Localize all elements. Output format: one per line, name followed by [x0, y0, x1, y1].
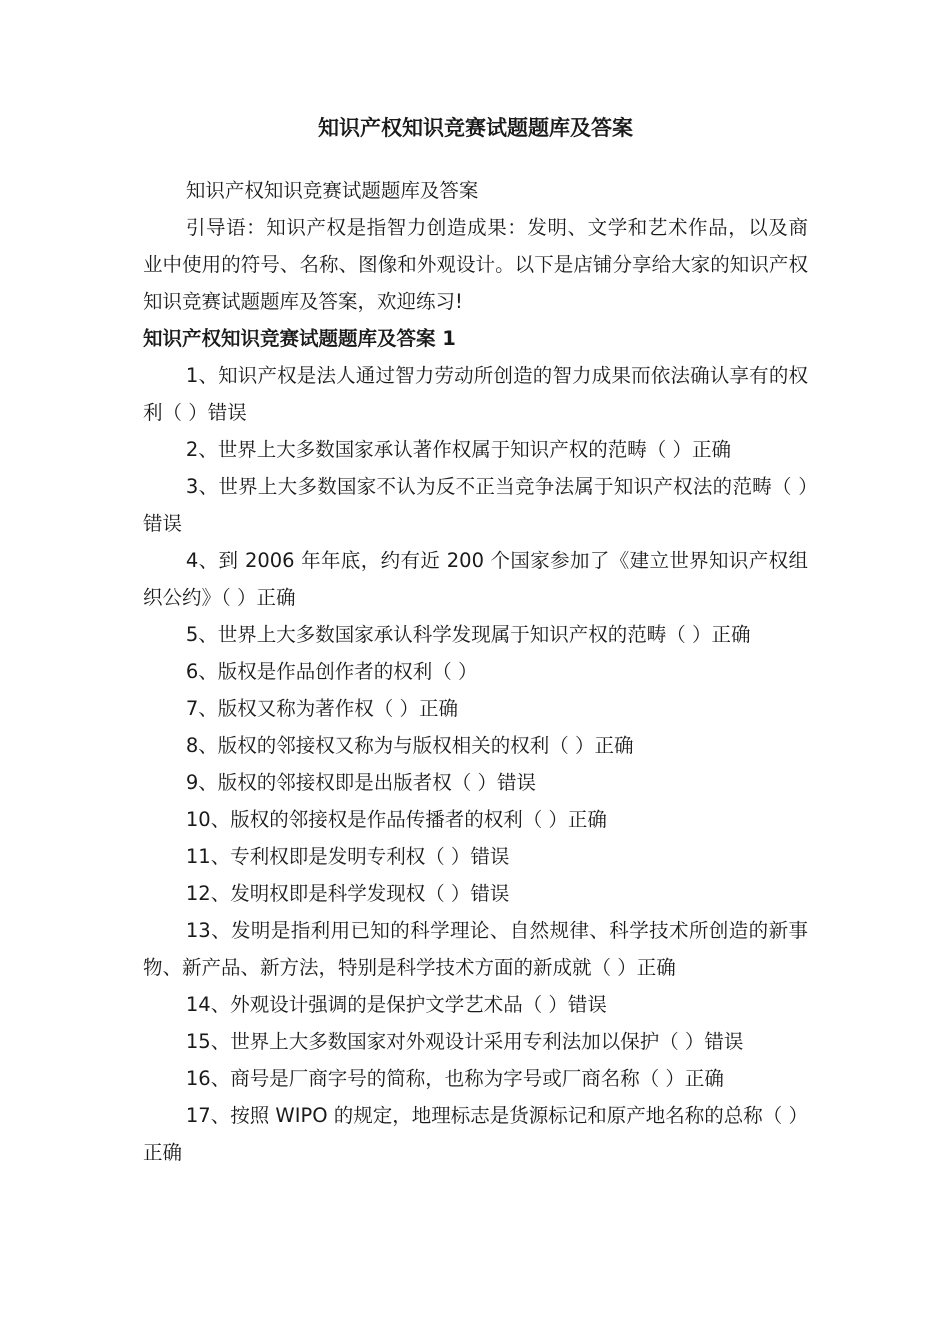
section-heading: 知识产权知识竞赛试题题库及答案 1	[143, 327, 456, 350]
question-item: 16、商号是厂商字号的简称，也称为字号或厂商名称（ ）正确	[185, 1067, 724, 1090]
question-item: 12、发明权即是科学发现权（ ）错误	[185, 882, 510, 905]
question-item: 10、版权的邻接权是作品传播者的权利（ ）正确	[185, 808, 607, 831]
question-item: 3、世界上大多数国家不认为反不正当竞争法属于知识产权法的范畴（ ）错误	[143, 475, 808, 535]
question-item: 7、版权又称为著作权（ ）正确	[185, 697, 458, 720]
document-body	[143, 172, 808, 1171]
document-subtitle: 知识产权知识竞赛试题题库及答案	[185, 179, 479, 202]
question-item: 2、世界上大多数国家承认著作权属于知识产权的范畴（ ）正确	[185, 438, 731, 461]
question-item: 15、世界上大多数国家对外观设计采用专利法加以保护（ ）错误	[185, 1030, 744, 1053]
question-item: 4、到 2006 年年底，约有近 200 个国家参加了《建立世界知识产权组织公约》（ ）正确	[143, 549, 808, 609]
question-item: 14、外观设计强调的是保护文学艺术品（ ）错误	[185, 993, 607, 1016]
document-title: 知识产权知识竞赛试题题库及答案	[318, 116, 633, 140]
question-item: 11、专利权即是发明专利权（ ）错误	[185, 845, 510, 868]
question-item: 8、版权的邻接权又称为与版权相关的权利（ ）正确	[185, 734, 634, 757]
intro-paragraph: 引导语：知识产权是指智力创造成果：发明、文学和艺术作品，以及商业中使用的符号、名称、图像和外观设计。以下是店铺分享给大家的知识产权知识竞赛试题题库及答案，欢迎练习!	[143, 216, 808, 313]
question-item: 1、知识产权是法人通过智力劳动所创造的智力成果而依法确认享有的权利（ ）错误	[143, 364, 808, 424]
question-item: 17、按照 WIPO 的规定，地理标志是货源标记和原产地名称的总称（ ）正确	[143, 1104, 808, 1164]
question-item: 5、世界上大多数国家承认科学发现属于知识产权的范畴（ ）正确	[185, 623, 751, 646]
question-item: 9、版权的邻接权即是出版者权（ ）错误	[185, 771, 536, 794]
question-item: 13、发明是指利用已知的科学理论、自然规律、科学技术所创造的新事物、新产品、新方法，特别是科学技术方面的新成就（ ）正确	[143, 919, 808, 979]
question-item: 6、版权是作品创作者的权利（ ）	[185, 660, 478, 683]
